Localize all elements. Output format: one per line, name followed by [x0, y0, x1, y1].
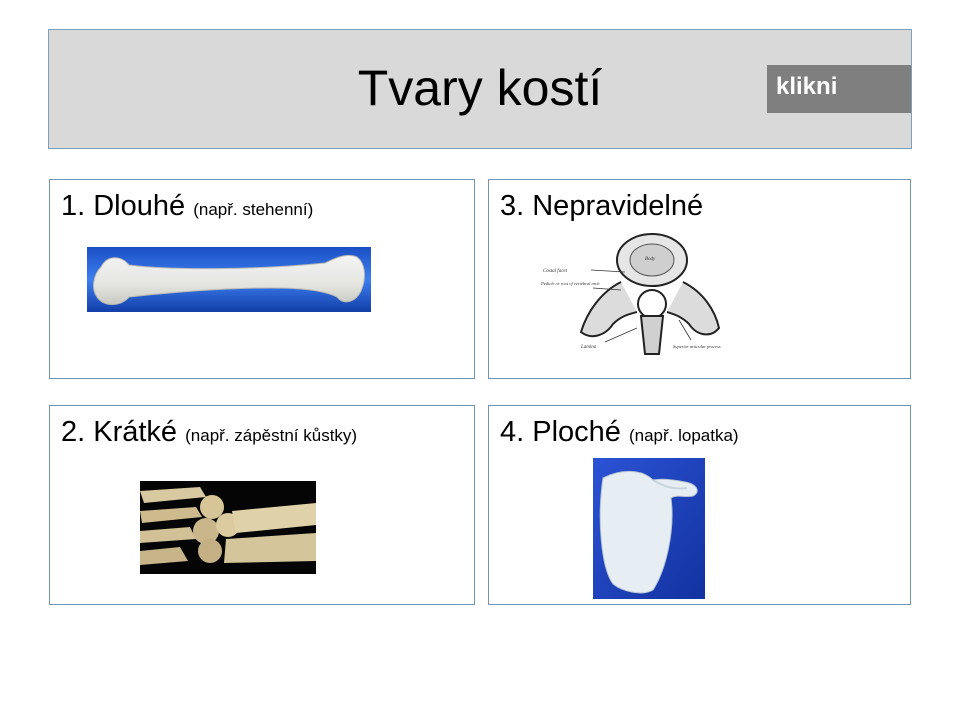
card-title-short	[61, 416, 357, 449]
card-long-bones	[49, 179, 475, 379]
card-note: (např. lopatka)	[628, 426, 739, 445]
vertebra-label-lamina: Lamina	[581, 345, 597, 350]
scapula-image	[593, 458, 705, 599]
card-heading: 4. Ploché	[500, 416, 621, 448]
vertebra-diagram	[541, 232, 751, 360]
vertebra-label-costal-facet: Costal facet	[543, 269, 568, 274]
slide-title: Tvary kostí	[357, 60, 603, 116]
card-note: (např. zápěstní kůstky)	[185, 426, 358, 445]
vertebra-label-pedicle: Pedicle or root of vertebral arch	[541, 281, 600, 286]
card-heading: 3. Nepravidelné	[500, 190, 704, 222]
card-heading: 1. Dlouhé	[61, 190, 186, 222]
card-title-long	[61, 190, 313, 223]
card-note: (např. stehenní)	[193, 200, 314, 219]
femur-image	[87, 247, 371, 312]
vertebra-label-articular: Superior articular process	[673, 344, 721, 349]
card-heading: 2. Krátké	[61, 416, 178, 448]
card-short-bones	[49, 405, 475, 605]
card-title-irregular	[500, 190, 703, 223]
carpal-bones-image	[140, 481, 316, 574]
card-irregular-bones	[488, 179, 911, 379]
card-title-flat	[500, 416, 739, 449]
vertebra-label-body: Body	[645, 257, 656, 262]
klikni-button[interactable]: klikni	[767, 65, 911, 113]
card-flat-bones	[488, 405, 911, 605]
